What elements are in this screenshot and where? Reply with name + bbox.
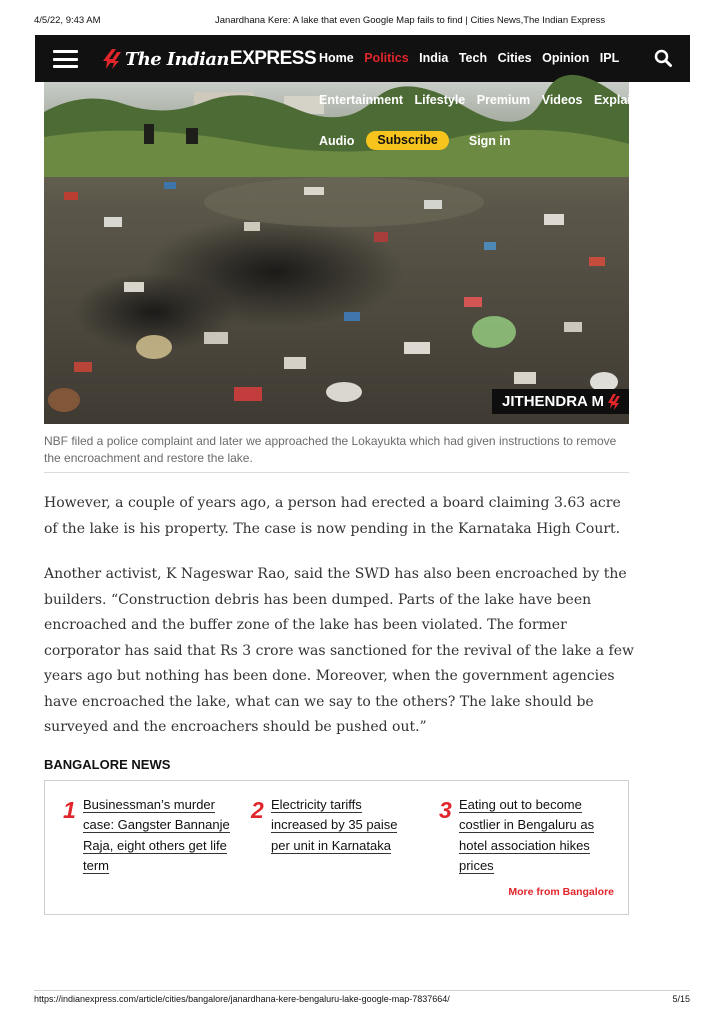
nav-item-india[interactable]: India	[419, 51, 449, 65]
news-headline-link[interactable]: Businessman’s murder case: Gangster Bannanje Raja, eight others get life term	[83, 797, 230, 873]
logo-flame-icon	[103, 48, 123, 70]
print-header	[0, 15, 724, 29]
nav-item-videos[interactable]: Videos	[541, 93, 583, 107]
news-headline-link[interactable]: Eating out to become costlier in Bengaluru as hotel association hikes prices	[459, 797, 595, 873]
sign-in-link[interactable]: Sign in	[468, 133, 511, 148]
bangalore-news-title: BANGALORE NEWS	[44, 757, 171, 772]
print-page-number: 5/15	[672, 994, 690, 1004]
nav-item-explained[interactable]: Explained	[593, 93, 654, 107]
logo-text-the-indian: The Indian	[125, 48, 229, 70]
article-paragraph: However, a couple of years ago, a person had erected a board claiming 3.63 acre of the lake is his property. The case is now pending in the Karnataka High Court.	[44, 495, 621, 537]
primary-nav	[319, 51, 626, 65]
article-paragraph: Another activist, K Nageswar Rao, said the SWD has also been encroached by the builders. “Construction debris has been dumped. Parts of the lake have been encroached and the buffer zone of the lake has been violated. The former corporator has said that Rs 3 crore was sanctioned for the revival of the lake a few years ago but nothing has been done. Moreover, when the government agencies have encroached the lake, what can we say to the others? The lake should be surveyed and the encroachers should be pushed out.”	[44, 566, 635, 735]
nav-item-lifestyle[interactable]: Lifestyle	[414, 93, 466, 107]
logo-text-express: EXPRESS	[229, 48, 317, 69]
bangalore-news-box	[44, 780, 629, 915]
news-number: 3	[439, 797, 452, 823]
menu-icon[interactable]	[53, 50, 78, 68]
more-from-bangalore-link[interactable]: More from Bangalore	[508, 886, 614, 898]
logo-flame-icon	[608, 394, 621, 410]
nav-item-premium[interactable]: Premium	[476, 93, 531, 107]
print-url: https://indianexpress.com/article/cities/bangalore/janardhana-kere-bengaluru-lake-google-map-7837664/	[34, 994, 450, 1004]
image-caption: NBF filed a police complaint and later we approached the Lokayukta which had given instructions to remove the encroachment and restore the lake.	[44, 434, 617, 465]
photo-credit-text: JITHENDRA M	[502, 393, 604, 410]
search-icon[interactable]	[654, 49, 672, 67]
site-logo[interactable]	[103, 46, 316, 72]
nav-item-opinion[interactable]: Opinion	[542, 51, 590, 65]
nav-item-ipl[interactable]: IPL	[599, 51, 620, 65]
secondary-nav	[319, 93, 654, 107]
account-nav	[319, 131, 511, 150]
nav-item-audio[interactable]: Audio	[319, 133, 355, 148]
nav-item-politics[interactable]: Politics	[364, 51, 409, 65]
photo-credit	[492, 389, 629, 414]
nav-item-home[interactable]: Home	[319, 51, 354, 65]
news-headline-link[interactable]: Electricity tariffs increased by 35 paise per unit in Karnataka	[271, 797, 398, 853]
nav-item-entertainment[interactable]: Entertainment	[319, 93, 404, 107]
print-datetime: 4/5/22, 9:43 AM	[34, 15, 101, 26]
site-navbar	[35, 35, 690, 82]
print-page-title: Janardhana Kere: A lake that even Google Map fails to find | Cities News,The Indian Express	[215, 15, 606, 26]
news-number: 1	[63, 797, 76, 823]
caption-divider	[44, 472, 629, 473]
nav-item-cities[interactable]: Cities	[497, 51, 532, 65]
nav-item-tech[interactable]: Tech	[458, 51, 488, 65]
subscribe-button[interactable]: Subscribe	[366, 131, 448, 150]
news-number: 2	[251, 797, 264, 823]
footer-divider	[34, 990, 690, 991]
